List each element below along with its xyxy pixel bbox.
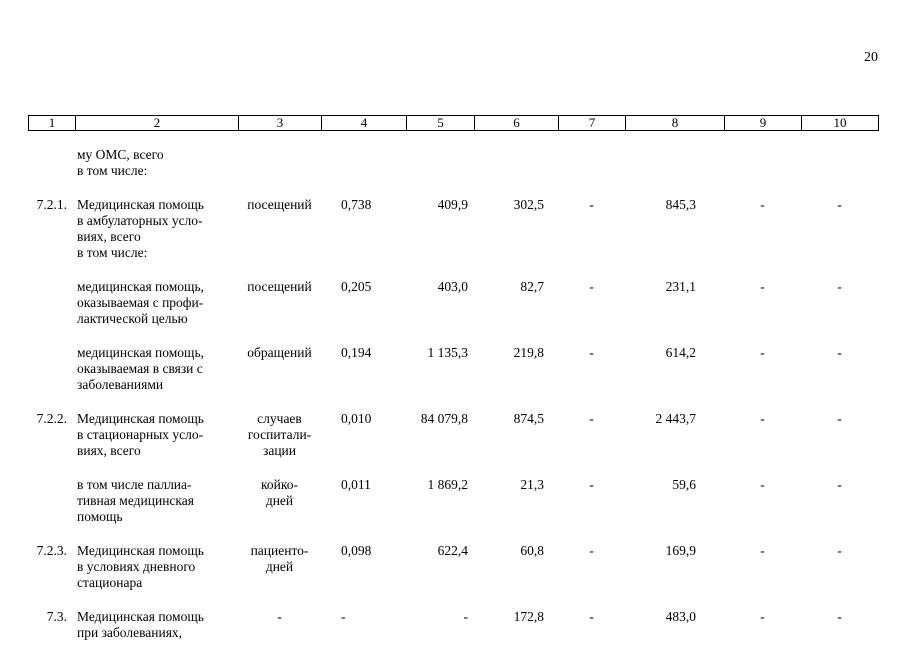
row-value-7: - [589, 197, 594, 212]
row-value-8: 169,9 [665, 543, 696, 558]
row-name-line: тивная медицинская [77, 493, 194, 508]
row-unit-line: дней [265, 493, 294, 508]
row-unit-line: - [277, 609, 282, 624]
row-value-9: - [760, 279, 765, 294]
row-unit-line: посещений [247, 279, 312, 294]
column-header-5: 5 [407, 116, 475, 131]
row-value-4: 0,098 [341, 543, 372, 558]
column-header-7: 7 [559, 116, 626, 131]
row-number: 7.3. [46, 609, 67, 624]
row-value-10: - [837, 345, 842, 360]
row-number [28, 279, 75, 345]
row-value-8: 231,1 [665, 279, 696, 294]
table-row [28, 147, 878, 197]
row-value-7: - [589, 411, 594, 426]
row-name-line: медицинская помощь, [77, 279, 204, 294]
row-name-line: медицинская помощь, [77, 345, 204, 360]
row-value-9: - [760, 345, 765, 360]
row-value-6 [474, 147, 558, 197]
row-value-6: 60,8 [520, 543, 544, 558]
row-value-8: 2 443,7 [655, 411, 696, 426]
row-value-9: - [760, 477, 765, 492]
row-value-6: 21,3 [520, 477, 544, 492]
row-name [75, 147, 238, 197]
data-table [28, 147, 878, 659]
row-name-line: оказываемая в связи с [77, 361, 203, 376]
column-header-8: 8 [626, 116, 725, 131]
row-unit-line: дней [265, 559, 294, 574]
row-value-5: 84 079,8 [420, 411, 468, 426]
row-number: 7.2.3. [36, 543, 67, 558]
row-value-5: 1 135,3 [427, 345, 468, 360]
row-name [75, 411, 238, 477]
row-name [75, 609, 238, 659]
row-number [28, 147, 75, 197]
table-row [28, 197, 878, 279]
row-unit [238, 197, 321, 279]
table-row [28, 279, 878, 345]
row-value-10: - [837, 543, 842, 558]
row-value-4: 0,010 [341, 411, 372, 426]
row-value-5: 409,9 [437, 197, 468, 212]
row-name-line: в условиях дневного [77, 559, 196, 574]
row-unit-line: зации [263, 443, 296, 458]
row-name [75, 345, 238, 411]
row-value-9: - [760, 543, 765, 558]
row-unit [238, 609, 321, 659]
row-name-line: при заболеваниях, [77, 625, 183, 640]
row-value-4: - [341, 609, 346, 624]
row-value-7 [558, 147, 625, 197]
row-number: 7.2.2. [36, 411, 67, 426]
row-value-8 [625, 147, 724, 197]
row-value-4: 0,011 [341, 477, 371, 492]
row-value-4: 0,205 [341, 279, 372, 294]
row-unit [238, 147, 321, 197]
row-unit [238, 477, 321, 543]
column-header-6: 6 [475, 116, 559, 131]
row-value-10: - [837, 609, 842, 624]
row-name [75, 477, 238, 543]
row-value-9 [724, 147, 801, 197]
row-name-line: в том числе: [77, 245, 148, 260]
column-header-9: 9 [725, 116, 802, 131]
row-name-line: в амбулаторных усло- [77, 213, 203, 228]
row-value-6: 874,5 [513, 411, 544, 426]
row-unit-line: пациенто- [250, 543, 309, 558]
row-value-7: - [589, 345, 594, 360]
row-name-line: стационара [77, 575, 143, 590]
row-name-line: помощь [77, 509, 123, 524]
row-value-5: 403,0 [437, 279, 468, 294]
row-unit [238, 543, 321, 609]
row-name [75, 279, 238, 345]
row-value-8: 614,2 [665, 345, 696, 360]
row-unit-line: госпитали- [247, 427, 312, 442]
row-value-6: 172,8 [513, 609, 544, 624]
row-unit-line: посещений [247, 197, 312, 212]
row-value-10: - [837, 411, 842, 426]
row-value-4 [321, 147, 406, 197]
row-name-line: оказываемая с профи- [77, 295, 204, 310]
row-value-10 [801, 147, 878, 197]
row-unit [238, 279, 321, 345]
column-number-header [28, 115, 879, 131]
column-header-4: 4 [322, 116, 407, 131]
row-name [75, 543, 238, 609]
row-name [75, 197, 238, 279]
row-value-8: 845,3 [665, 197, 696, 212]
row-value-9: - [760, 609, 765, 624]
table-row [28, 609, 878, 659]
row-name-line: в том числе: [77, 163, 148, 178]
row-value-6: 219,8 [513, 345, 544, 360]
row-value-5: - [463, 609, 468, 624]
row-name-line: виях, всего [77, 229, 141, 244]
column-header-10: 10 [802, 116, 879, 131]
row-value-4: 0,738 [341, 197, 372, 212]
row-value-6: 302,5 [513, 197, 544, 212]
table-row [28, 411, 878, 477]
row-value-5: 1 869,2 [427, 477, 468, 492]
row-unit-line: койко- [261, 477, 298, 492]
row-value-7: - [589, 477, 594, 492]
row-unit-line: обращений [247, 345, 312, 360]
row-value-8: 59,6 [672, 477, 696, 492]
row-value-5: 622,4 [437, 543, 468, 558]
row-name-line: виях, всего [77, 443, 141, 458]
row-name-line: Медицинская помощь [77, 197, 204, 212]
row-value-9: - [760, 197, 765, 212]
row-number [28, 477, 75, 543]
row-name-line: Медицинская помощь [77, 411, 204, 426]
row-name-line: заболеваниями [77, 377, 164, 392]
column-header-1: 1 [29, 116, 76, 131]
row-value-10: - [837, 197, 842, 212]
row-value-5 [406, 147, 474, 197]
row-name-line: му ОМС, всего [77, 147, 164, 162]
row-value-6: 82,7 [520, 279, 544, 294]
row-value-10: - [837, 477, 842, 492]
row-name-line: в стационарных усло- [77, 427, 204, 442]
row-name-line: в том числе паллиа- [77, 477, 192, 492]
row-number [28, 345, 75, 411]
row-value-8: 483,0 [665, 609, 696, 624]
page-number: 20 [864, 50, 878, 65]
table-row [28, 345, 878, 411]
row-value-9: - [760, 411, 765, 426]
row-value-4: 0,194 [341, 345, 372, 360]
row-unit-line: случаев [257, 411, 302, 426]
row-value-7: - [589, 543, 594, 558]
row-value-10: - [837, 279, 842, 294]
row-name-line: Медицинская помощь [77, 543, 204, 558]
row-unit [238, 411, 321, 477]
row-number: 7.2.1. [36, 197, 67, 212]
row-value-7: - [589, 279, 594, 294]
row-unit [238, 345, 321, 411]
column-header-3: 3 [239, 116, 322, 131]
row-name-line: Медицинская помощь [77, 609, 204, 624]
row-name-line: лактической целью [77, 311, 188, 326]
table-row [28, 477, 878, 543]
table-row [28, 543, 878, 609]
column-header-2: 2 [76, 116, 239, 131]
row-value-7: - [589, 609, 594, 624]
